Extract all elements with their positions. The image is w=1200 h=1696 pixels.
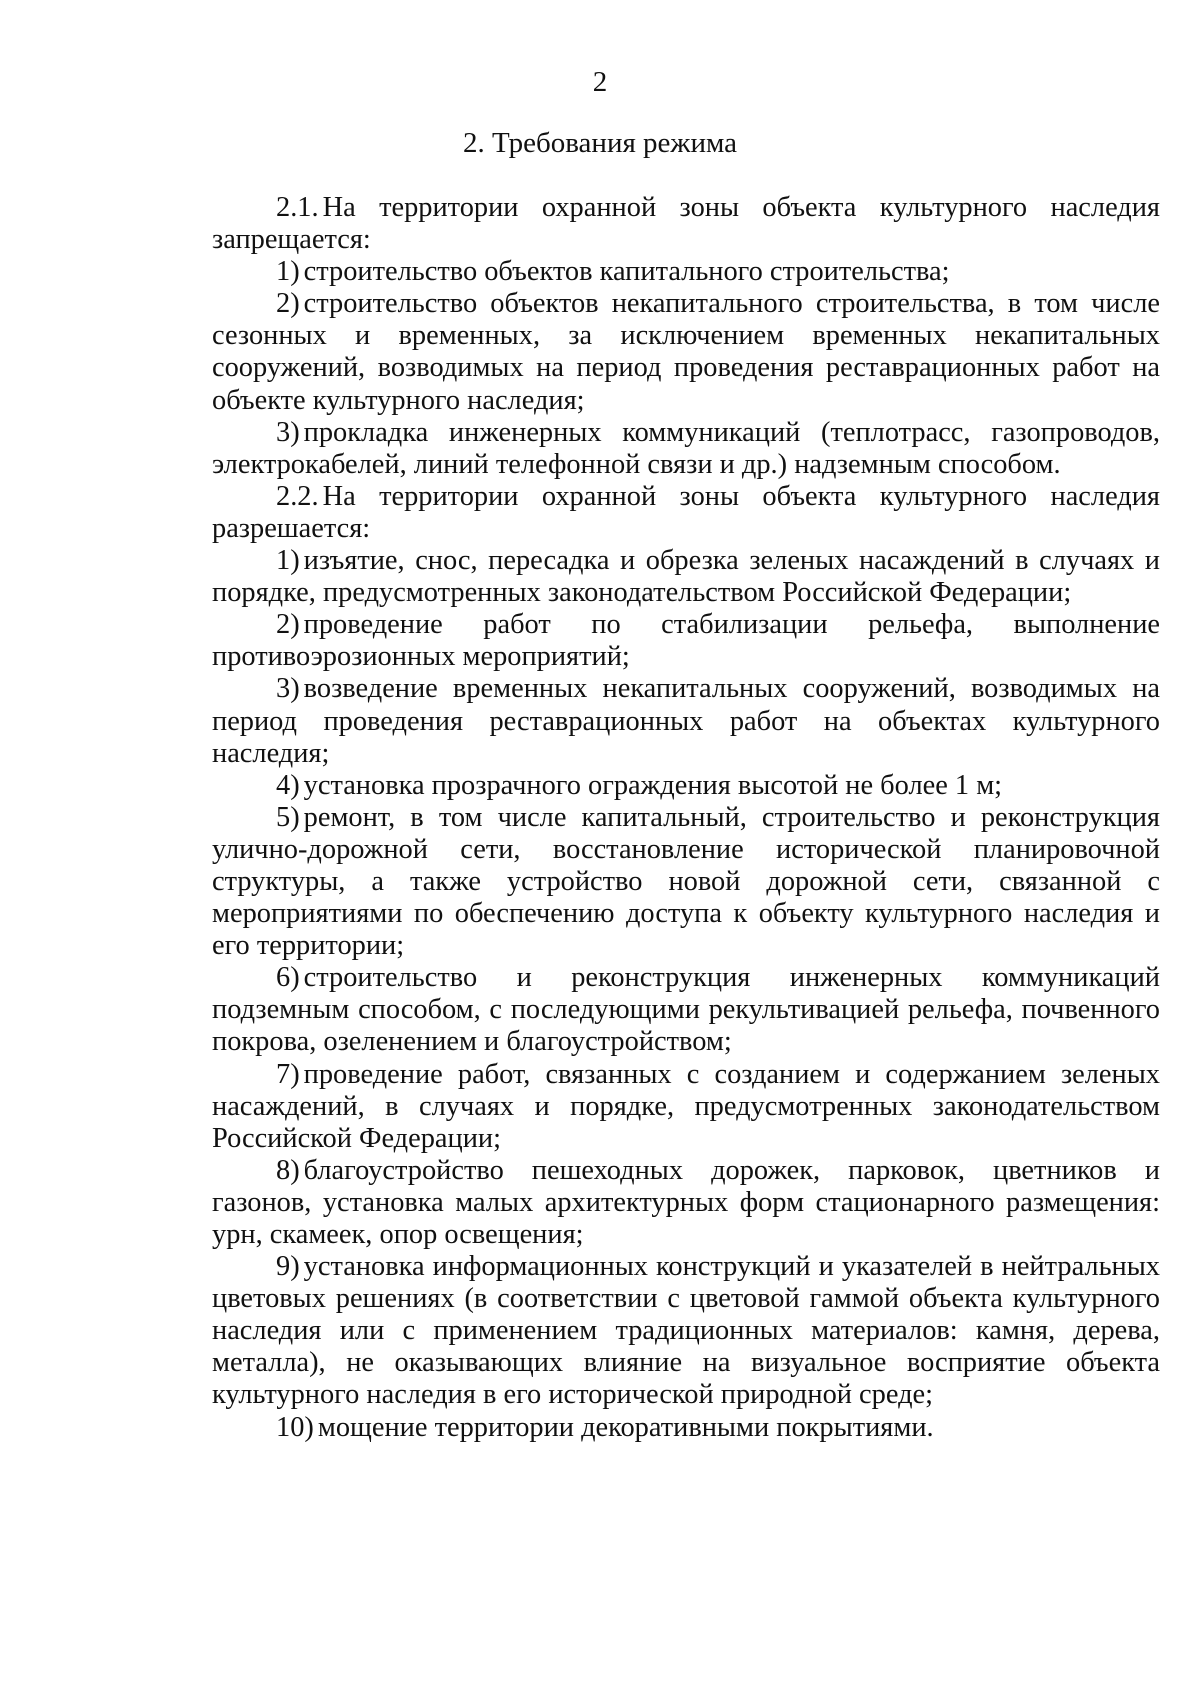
paragraph-number: 2.1. [276, 192, 319, 223]
list-item-text: строительство объектов капитального строительства; [303, 256, 950, 288]
list-item-permitted-4 [212, 770, 1160, 802]
list-item-text: мощение территории декоративными покрытиями. [317, 1411, 934, 1443]
list-item-number: 4) [276, 769, 300, 801]
list-item-number: 1) [276, 256, 300, 288]
list-item-permitted-6 [212, 962, 1160, 1058]
list-item-permitted-1 [212, 545, 1160, 609]
list-item-text: возведение временных некапитальных сооружений, возводимых на период проведения реставрационных работ на объектах культурного наследия; [212, 673, 1160, 769]
list-item-text: прокладка инженерных коммуникаций (теплотрасс, газопроводов, электрокабелей, линий телефонной связи и др.) надземным способом. [212, 416, 1160, 480]
paragraph-text: На территории охранной зоны объекта культурного наследия запрещается: [212, 192, 1160, 256]
list-item-number: 7) [276, 1058, 300, 1090]
list-item-text: строительство объектов некапитального строительства, в том числе сезонных и временных, за исключением временных некапитальных сооружений, возводимых на период проведения реставрационных работ на объекте культурного наследия; [212, 288, 1160, 416]
list-item-text: благоустройство пешеходных дорожек, парковок, цветников и газонов, установка малых архитектурных форм стационарного размещения: урн, скамеек, опор освещения; [212, 1154, 1160, 1250]
list-item-text: ремонт, в том числе капитальный, строительство и реконструкция улично-дорожной сети, восстановление исторической планировочной структуры, а также устройство новой дорожной сети, связанной с мероприятиями по обеспечению доступа к объекту культурного наследия и его территории; [212, 801, 1160, 962]
list-item-number: 1) [276, 545, 300, 577]
page-number: 2 [592, 66, 608, 98]
list-item-number: 2) [276, 609, 300, 641]
list-item-permitted-8 [212, 1155, 1160, 1251]
list-item-number: 5) [276, 801, 300, 833]
list-item-number: 3) [276, 416, 300, 448]
list-item-text: установка прозрачного ограждения высотой не более 1 м; [303, 769, 1003, 801]
list-item-permitted-2 [212, 609, 1160, 673]
list-item-permitted-10 [212, 1412, 1160, 1444]
list-item-prohibited-3 [212, 417, 1160, 481]
list-item-number: 8) [276, 1154, 300, 1186]
list-item-number: 3) [276, 673, 300, 705]
paragraph-2-1 [212, 192, 1160, 256]
list-item-number: 6) [276, 962, 300, 994]
paragraph-number: 2.2. [276, 480, 319, 512]
list-item-text: установка информационных конструкций и указателей в нейтральных цветовых решениях (в соответствии с цветовой гаммой объекта культурного наследия или с применением традиционных материалов: камня, дерева, металла), не оказывающих влияние на визуальное восприятие объекта культурного наследия в его исторической природной среде; [212, 1251, 1160, 1411]
list-item-permitted-3 [212, 673, 1160, 769]
list-item-text: проведение работ, связанных с созданием и содержанием зеленых насаждений, в случаях и порядке, предусмотренных законодательством Российской Федерации; [212, 1058, 1160, 1154]
list-item-number: 9) [276, 1251, 300, 1283]
list-item-text: изъятие, снос, пересадка и обрезка зеленых насаждений в случаях и порядке, предусмотренных законодательством Российской Федерации; [212, 545, 1160, 609]
list-item-prohibited-1 [212, 256, 1160, 288]
paragraph-2-2 [212, 481, 1160, 545]
list-item-number: 10) [276, 1411, 314, 1443]
list-item-number: 2) [276, 288, 300, 320]
list-item-text: проведение работ по стабилизации рельефа, выполнение противоэрозионных мероприятий; [212, 609, 1160, 673]
list-item-text: строительство и реконструкция инженерных коммуникаций подземным способом, с последующими рекультивацией рельефа, почвенного покрова, озеленением и благоустройством; [212, 962, 1160, 1058]
list-item-permitted-5 [212, 802, 1160, 962]
document-body [212, 192, 1160, 1444]
list-item-permitted-9 [212, 1251, 1160, 1411]
section-heading: 2. Требования режима [463, 127, 737, 159]
paragraph-text: На территории охранной зоны объекта культурного наследия разрешается: [212, 480, 1160, 544]
list-item-prohibited-2 [212, 288, 1160, 416]
list-item-permitted-7 [212, 1059, 1160, 1155]
